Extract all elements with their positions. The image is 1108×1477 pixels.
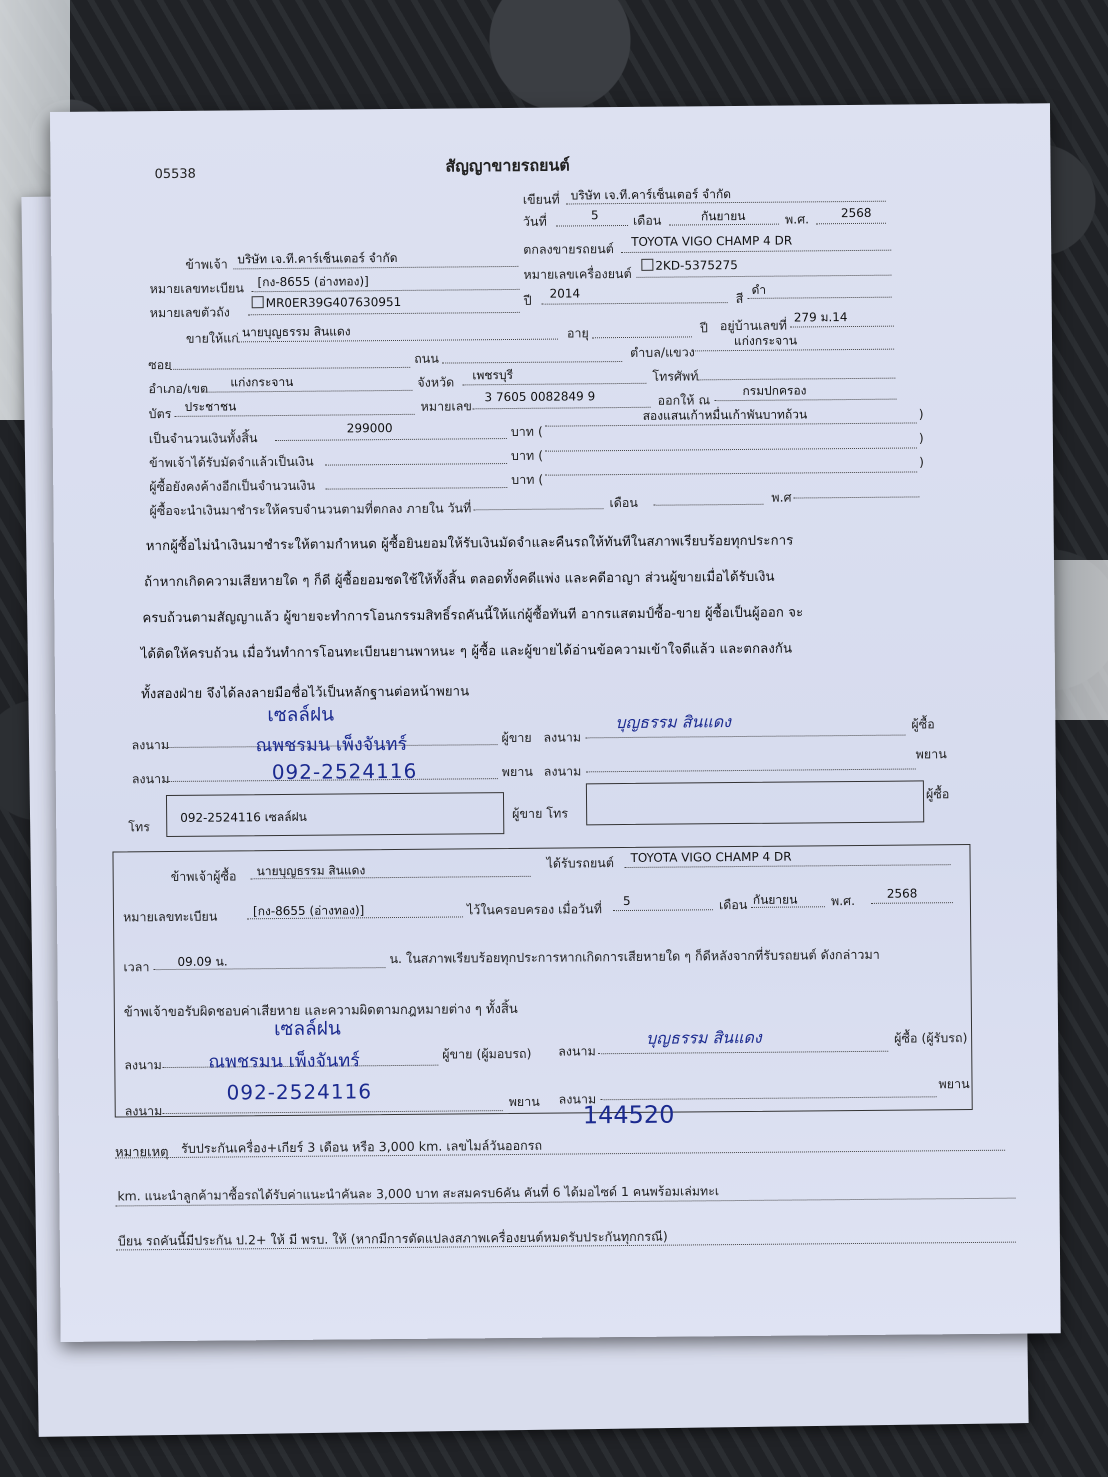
receipt-seller-stamp-name: ณพชรมน เพ็งจันทร์ (208, 1050, 360, 1073)
month-label: เดือน (632, 212, 662, 228)
age-label: อายุ (566, 325, 589, 341)
dotted-line (325, 463, 507, 466)
plate-value: [กง-8655 (อ่างทอง)] (257, 274, 369, 290)
terms-line: ทั้งสองฝ่าย จึงได้ลงลายมือชื่อไว้เป็นหลักฐานต่อหน้าพยาน (141, 684, 470, 703)
witness-role: พยาน (501, 763, 533, 780)
sale-car-label: ตกลงขายรถยนต์ (523, 241, 614, 257)
dotted-line (170, 367, 410, 370)
year-model-label: ปี (523, 292, 532, 308)
mileage-handwritten: 144520 (582, 1100, 675, 1130)
dotted-line (545, 447, 917, 451)
buyer-phone-box (586, 780, 924, 825)
seller-label: ข้าพเจ้า (185, 256, 228, 272)
buyer-phone-label: ผู้ขาย โทร (512, 805, 569, 821)
sign-label: ลงนาม (543, 763, 582, 779)
id-number-label: หมายเลข (420, 398, 472, 414)
buyer-label: ขายให้แก่ (185, 330, 239, 346)
color-value: ดำ (751, 282, 767, 297)
terms-line: ได้ติดให้ครบถ้วน เมื่อวันทำการโอนทะเบียนยานพาหนะ ๆ ผู้ซื้อ และผู้ขายได้อ่านข้อความเข้าใจดีแล้ว และตกลงกัน (140, 641, 793, 663)
receipt-witness-role: พยาน (938, 1076, 970, 1092)
sign-label: ลงนาม (124, 1103, 163, 1119)
issued-by-value: กรมปกครอง (742, 383, 807, 398)
payment-due-month-label: เดือน (609, 494, 638, 511)
dotted-line (715, 399, 897, 402)
dotted-line (790, 326, 894, 328)
deposit-unit: บาท ( (510, 447, 544, 463)
seller-handwritten-signature: เซลล์ฝน (267, 703, 335, 727)
dotted-line (793, 496, 919, 498)
dotted-line (697, 378, 895, 381)
engine-value (641, 258, 738, 273)
dotted-line (556, 225, 628, 227)
deposit-close: ) (918, 430, 924, 446)
year-label: พ.ศ. (784, 211, 810, 227)
day-value: 5 (590, 208, 599, 223)
plate-label: หมายเลขทะเบียน (149, 280, 244, 297)
receipt-buyer-handwritten-signature: บุญธรรม สินแดง (646, 1027, 762, 1048)
dotted-line (545, 422, 917, 426)
receipt-car: TOYOTA VIGO CHAMP 4 DR (630, 849, 792, 865)
phone-label: โทรศัพท์ (652, 368, 699, 384)
receipt-buyer: นายบุญธรรม สินแดง (256, 863, 366, 879)
dotted-line (545, 471, 917, 475)
total-value: 299000 (346, 421, 393, 436)
color-label: สี (735, 290, 744, 307)
note-label: หมายเหตุ (115, 1145, 169, 1161)
dotted-line (462, 383, 646, 386)
terms-line: ครบถ้วนตามสัญญาแล้ว ผู้ขายจะทำการโอนกรรมสิทธิ์รถคันนี้ให้แก่ผู้ซื้อทันที อากรแสตมป์ซื้อ-ขาย ผู้ซื้อเป็นผู้ออก จะ (142, 605, 804, 627)
engine-number: 2KD-5375275 (655, 258, 738, 273)
receipt-seller-handwritten-signature: เซลล์ฝน (273, 1017, 341, 1041)
buyer-handwritten-signature: บุญธรรม สินแดง (615, 712, 732, 733)
year-value: 2568 (840, 205, 872, 221)
checkbox-icon (252, 296, 264, 308)
subdistrict-value: แก่งกระจาน (733, 333, 798, 349)
road-label: ถนน (414, 350, 439, 366)
district-label: อำเภอ/เขต (148, 380, 209, 397)
receipt-buyer-role: ผู้ซื้อ (ผู้รับรถ) (894, 1030, 968, 1046)
seller-role: ผู้ขาย (501, 729, 532, 746)
dotted-line (542, 302, 728, 305)
buyer-phone-role: ผู้ซื้อ (925, 786, 950, 802)
chassis-number: MR0ER39G407630951 (265, 294, 402, 311)
issued-by-label: ออกให้ ณ (657, 392, 711, 408)
receipt-me-label: ข้าพเจ้าผู้ซื้อ (170, 868, 237, 884)
id-number-value: 3 7605 0082849 9 (484, 389, 596, 405)
note-line-2: km. แนะนำลูกค้ามาซื้อรถได้รับค่าแนะนำคันละ 3,000 บาท สะสมครบ6คัน คันที่ 6 ได้มอไซด์ 1 คนพร้อมเล่มทะเ (117, 1183, 720, 1204)
dotted-line (473, 508, 603, 510)
payment-due-year-label: พ.ศ (771, 489, 792, 505)
sign-label: ลงนาม (543, 729, 582, 745)
receipt-month: กันยายน (752, 892, 798, 907)
terms-line: หากผู้ซื้อไม่นำเงินมาชำระให้ตามกำหนด ผู้ซื้อยินยอมให้รับเงินมัดจำและคืนรถให้ทันทีในสภาพเรียบร้อยทุกประการ (145, 533, 794, 555)
document-title: สัญญาขายรถยนต์ (445, 155, 570, 176)
deposit-label: ข้าพเจ้าได้รับมัดจำแล้วเป็นเงิน (148, 453, 314, 471)
receipt-year-label: พ.ศ. (830, 893, 856, 909)
id-card-value: ประชาชน (184, 399, 237, 414)
sign-label: ลงนาม (124, 1057, 162, 1073)
note-line-3: บียน รถคันนี้มีประกัน ป.2+ ให้ มี พรบ. ให้ (หากมีการดัดแปลงสภาพเครื่องยนต์หมดรับประกันทุกกรณี) (117, 1228, 668, 1249)
dotted-line (248, 312, 520, 315)
province-label: จังหวัด (417, 374, 455, 390)
witness-role: พยาน (915, 746, 947, 762)
engine-label: หมายเลขเครื่องยนต์ (523, 265, 632, 282)
sign-label: ลงนาม (131, 736, 170, 753)
dotted-line (442, 361, 622, 364)
remaining-label: ผู้ซื้อยังคงค้างอีกเป็นจำนวนเงิน (149, 477, 316, 495)
seller-value: บริษัท เจ.ที.คาร์เซ็นเตอร์ จำกัด (237, 250, 398, 267)
receipt-liability: ข้าพเจ้าขอรับผิดชอบค่าเสียหาย และความผิดตามกฎหมายต่าง ๆ ทั้งสิ้น (123, 1001, 518, 1021)
month-value: กันยายน (700, 208, 746, 224)
dotted-line (473, 407, 651, 410)
soi-label: ซอย (148, 356, 172, 373)
doc-number: 05538 (154, 166, 196, 183)
dotted-line (816, 223, 886, 225)
dotted-line (653, 504, 763, 506)
dotted-line (692, 349, 894, 352)
terms-line: ถ้าหากเกิดความเสียหายใด ๆ ก็ดี ผู้ซื้อยอมชดใช้ให้ทั้งสิ้น ตลอดทั้งคดีแพ่ง และคดีอาญา ส่วนผู้ขายเมื่อได้รับเงิน (144, 569, 775, 591)
phone-row-label: โทร (128, 819, 150, 835)
house-no-value: 279 ม.14 (793, 310, 848, 325)
receipt-witness-role: พยาน (508, 1093, 540, 1110)
age-unit: ปี (699, 320, 708, 336)
chassis-value (252, 295, 402, 310)
payment-due-label: ผู้ซื้อจะนำเงินมาชำระให้ครบจำนวนตามที่ตกลง ภายใน วันที่ (149, 500, 472, 519)
sign-label: ลงนาม (558, 1091, 597, 1107)
checkbox-icon (641, 259, 653, 271)
sign-label: ลงนาม (131, 770, 170, 787)
total-unit: บาท ( (510, 423, 543, 439)
receipt-day: 5 (622, 893, 631, 909)
receipt-received-label: ได้รับรถยนต์ (546, 855, 614, 871)
chassis-label: หมายเลขตัวถัง (149, 304, 230, 321)
note-line-1: รับประกันเครื่อง+เกียร์ 3 เดือน หรือ 3,000 km. เลขไมล์วันออกรถ (180, 1137, 543, 1156)
receipt-seller-stamp-phone: 092-2524116 (226, 1079, 373, 1105)
dotted-line (636, 275, 891, 278)
seller-phone-value: 092-2524116 เซลล์ฝน (180, 809, 307, 825)
total-words: สองแสนเก้าหมื่นเก้าพันบาทถ้วน (642, 407, 808, 423)
written-at-value: บริษัท เจ.ที.คาร์เซ็นเตอร์ จำกัด (570, 187, 732, 203)
buyer-role: ผู้ซื้อ (911, 716, 935, 732)
dotted-line (586, 768, 916, 772)
total-label: เป็นจำนวนเงินทั้งสิ้น (148, 430, 258, 447)
receipt-time: 09.09 น. (177, 954, 228, 969)
receipt-month-label: เดือน (718, 896, 748, 913)
sign-label: ลงนาม (558, 1043, 596, 1059)
receipt-time-suffix: น. ในสภาพเรียบร้อยทุกประการหากเกิดการเสียหายใด ๆ ก็ดีหลังจากที่รับรถยนต์ ดังกล่าวมา (389, 946, 880, 967)
dotted-line (621, 250, 891, 253)
province-value: เพชรบุรี (472, 367, 514, 383)
receipt-seller-role: ผู้ขาย (ผู้มอบรถ) (442, 1045, 532, 1062)
house-no-label: อยู่บ้านเลขที่ (719, 317, 788, 334)
receipt-plate-label: หมายเลขทะเบียน (122, 908, 218, 925)
dotted-line (325, 487, 507, 490)
year-model-value: 2014 (549, 286, 581, 301)
day-label: วันที่ (522, 213, 547, 229)
remaining-unit: บาท ( (511, 471, 544, 487)
dotted-line (275, 438, 507, 441)
district-value: แก่งกระจาน (230, 374, 294, 390)
subdistrict-label: ตำบล/แขวง (630, 344, 695, 360)
seller-stamp-name: ณพชรมน เพ็งจันทร์ (255, 733, 408, 757)
receipt-possession-label: ไว้ในครอบครอง เมื่อวันที่ (466, 901, 603, 918)
remaining-close: ) (919, 454, 925, 470)
id-card-label: บัตร (148, 405, 172, 422)
contract-sheet (50, 103, 1061, 1342)
sale-car-value: TOYOTA VIGO CHAMP 4 DR (631, 233, 793, 249)
total-close: ) (918, 406, 924, 422)
window-light (1048, 560, 1108, 720)
dotted-line (748, 297, 892, 299)
receipt-year: 2568 (886, 886, 918, 901)
written-at-label: เขียนที่ (522, 191, 560, 207)
buyer-value: นายบุญธรรม สินแดง (241, 324, 351, 340)
dotted-line (592, 336, 692, 338)
receipt-plate: [กง-8655 (อ่างทอง)] (252, 903, 365, 919)
receipt-time-label: เวลา (123, 959, 150, 975)
receipt-box (112, 844, 972, 1117)
seller-stamp-phone: 092-2524116 (271, 758, 418, 785)
